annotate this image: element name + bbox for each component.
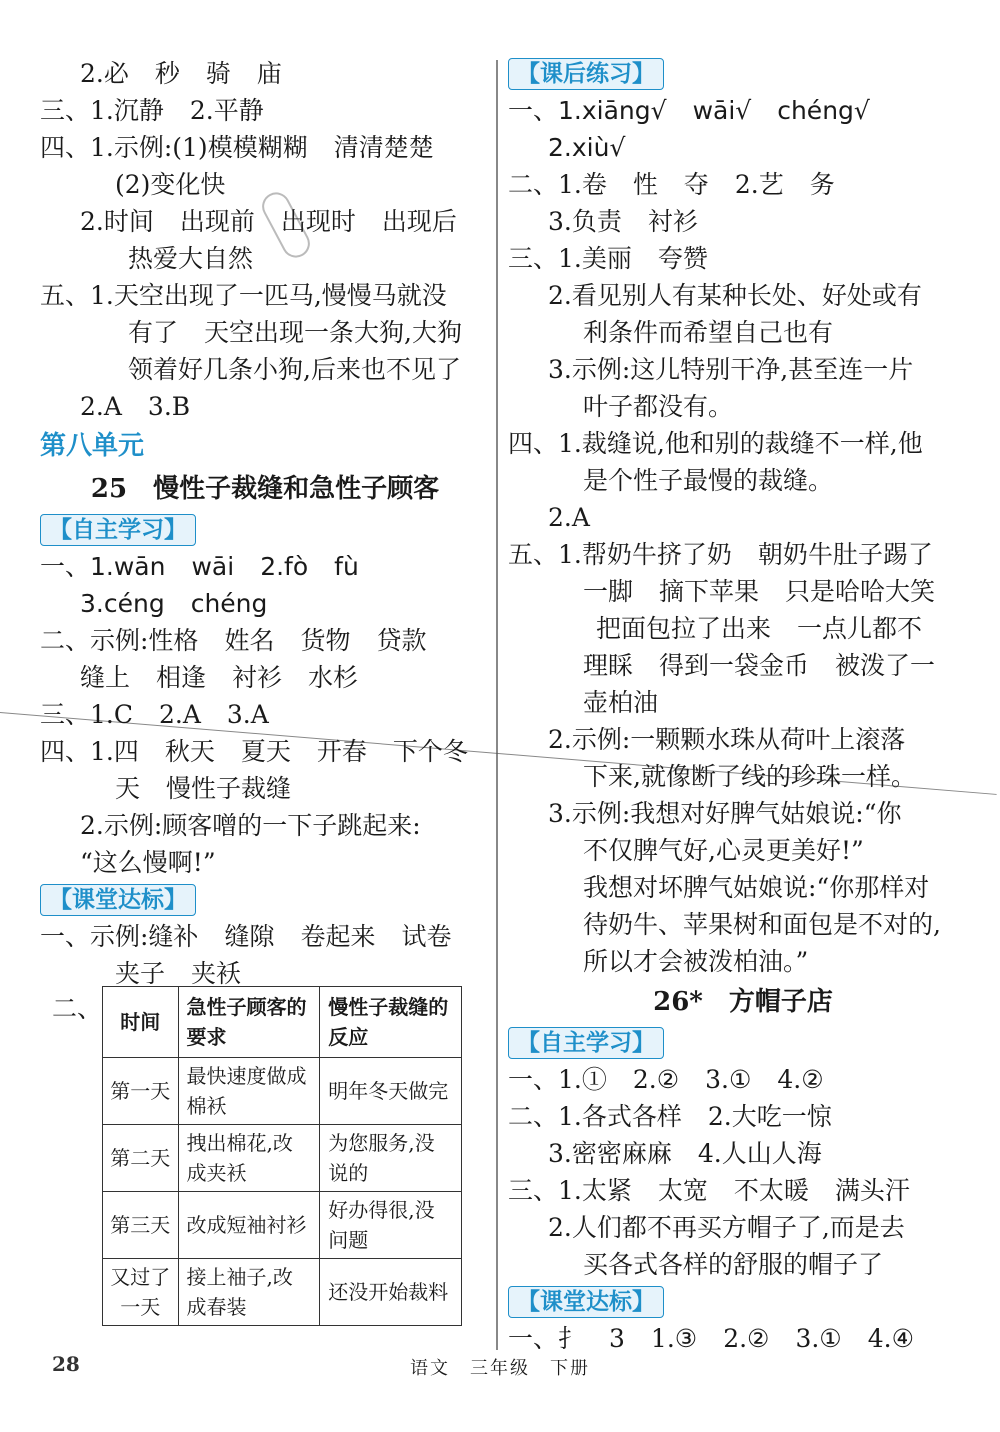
answer-part: 四、1.四: [40, 737, 139, 766]
answer-part: 夸赞: [657, 244, 708, 273]
answer-line: [508, 684, 978, 721]
answer-part: 姓名: [224, 626, 275, 655]
answer-line: [40, 548, 490, 585]
answer-line: [508, 166, 978, 203]
answer-part: 3.A: [226, 700, 269, 729]
answer-part: 4.②: [777, 1065, 824, 1094]
table-cell: 又过了一天: [103, 1259, 179, 1326]
answer-line: [40, 351, 490, 388]
answer-part: 待奶牛、苹果树和面包是不对的,: [583, 910, 941, 939]
answer-part: 2.②: [723, 1324, 770, 1353]
answer-part: 利条件而希望自己也有: [583, 318, 834, 347]
answer-part: chéng: [190, 589, 268, 618]
answer-part: 2.看见别人有某种长处、好处或有: [548, 281, 922, 310]
answer-part: 被泼了一: [835, 651, 936, 680]
answer-part: 4.人山人海: [697, 1139, 822, 1168]
answer-part: 只是哈哈大笑: [785, 577, 936, 606]
answer-part: 三、1.美丽: [508, 244, 632, 273]
answer-part: 我想对坏脾气姑娘说:“你那样对: [583, 873, 930, 902]
answer-part: 2.人们都不再买方帽子了,而是去: [548, 1213, 905, 1242]
answer-part: 2.xiù√: [548, 133, 626, 162]
answer-line: [40, 659, 490, 696]
answer-part: 有了: [128, 318, 179, 347]
table-cell: 最快速度做成棉袄: [178, 1058, 320, 1125]
answer-part: 2.A: [80, 392, 122, 421]
table-header-row: [103, 987, 462, 1058]
table-row: [103, 1125, 462, 1192]
lesson-title-26: 26* 方帽子店: [653, 987, 833, 1017]
answer-part: 试卷: [401, 922, 452, 951]
answer-part: 壶柏油: [583, 688, 659, 717]
answer-part: 卷起来: [300, 922, 376, 951]
answer-part: 出现后: [381, 207, 457, 236]
answer-line: [508, 869, 978, 906]
left-column: [40, 55, 490, 992]
answer-line: [508, 573, 978, 610]
answer-part: 2.必: [80, 59, 129, 88]
answer-part: 务: [809, 170, 835, 199]
answer-part: 3.负责: [548, 207, 622, 236]
answer-part: 领着好几条小狗,后来也不见了: [128, 355, 461, 384]
table-cell: 明年冬天做完: [320, 1058, 462, 1125]
answer-part: 天: [115, 774, 141, 803]
answer-line: [508, 1172, 978, 1209]
left-ketang-answers: [40, 918, 490, 992]
answer-part: 清清楚楚: [333, 133, 434, 162]
answer-part: 夹子: [115, 959, 166, 988]
answer-part: 3.céng: [80, 589, 165, 618]
answer-part: 满头汗: [834, 1176, 910, 1205]
answer-part: 三、1.C: [40, 700, 133, 729]
answer-part: 五、1.帮奶牛挤了奶: [508, 540, 732, 569]
answer-part: 一、1.①: [508, 1065, 607, 1094]
answer-part: 一、扌: [508, 1324, 584, 1353]
table-cell: 第二天: [103, 1125, 179, 1192]
answer-part: 二、1.各式各样: [508, 1102, 682, 1131]
answer-line: [508, 943, 978, 980]
answer-part: 秒: [154, 59, 180, 88]
answer-line: [508, 610, 978, 647]
answer-part: 三、1.太紧: [508, 1176, 632, 1205]
answer-part: 朝奶牛肚子踢了: [757, 540, 933, 569]
answer-part: 2.fò: [260, 552, 309, 581]
table-header-cell: 急性子顾客的要求: [178, 987, 320, 1058]
answer-part: 不仅脾气好,心灵更美好!”: [583, 836, 864, 865]
answer-line: [508, 240, 978, 277]
answer-line: [508, 832, 978, 869]
answer-line: [40, 918, 490, 955]
answer-line: [40, 203, 490, 240]
answer-part: 夺: [683, 170, 709, 199]
answer-line: [508, 388, 978, 425]
answer-line: [508, 758, 978, 795]
answer-part: 一、1.wān: [40, 552, 166, 581]
section-tag-zizhu-26: 【自主学习】: [508, 1027, 664, 1059]
answer-part: 一脚: [583, 577, 634, 606]
answer-part: 一、示例:缝补: [40, 922, 199, 951]
answer-part: 夹袄: [191, 959, 242, 988]
answer-line: [508, 1209, 978, 1246]
answer-part: 开春: [316, 737, 367, 766]
right-ketang-answers: [508, 1320, 978, 1357]
answer-part: 2.②: [632, 1065, 680, 1094]
left-top-answers: [40, 55, 490, 425]
table-row: [103, 1058, 462, 1125]
answer-line: [40, 733, 490, 770]
answer-part: 热爱大自然: [128, 244, 254, 273]
section-tag-kehou: 【课后练习】: [508, 58, 664, 90]
answer-part: 四、1.示例:(1)模模糊糊: [40, 133, 308, 162]
answer-part: 4.④: [867, 1324, 914, 1353]
table-row: [103, 1192, 462, 1259]
answer-line: [508, 1135, 978, 1172]
page-number: 28: [52, 1352, 80, 1376]
answer-part: 2.示例:顾客噌的一下子跳起来:: [80, 811, 421, 840]
answer-part: 2.大吃一惊: [707, 1102, 832, 1131]
table-cell: 第一天: [103, 1058, 179, 1125]
table-header-cell: 时间: [103, 987, 179, 1058]
answer-line: [40, 696, 490, 733]
answer-line: [508, 425, 978, 462]
answer-part: 五、1.天空出现了一匹马,慢慢马就没: [40, 281, 447, 310]
answer-part: 2.A: [158, 700, 201, 729]
answer-part: 出现时: [280, 207, 356, 236]
answer-part: 性: [632, 170, 658, 199]
table-cell: 第三天: [103, 1192, 179, 1259]
section-tag-ketang: 【课堂达标】: [40, 884, 196, 916]
answer-part: 叶子都没有。: [583, 392, 734, 421]
answer-line: [508, 314, 978, 351]
table-cell: 拽出棉花,改成夹袄: [178, 1125, 320, 1192]
answer-line: [508, 1098, 978, 1135]
answer-part: 夏天: [240, 737, 291, 766]
right-kehou-answers: [508, 92, 978, 980]
answer-line: [508, 462, 978, 499]
answer-part: 得到一袋金币: [659, 651, 810, 680]
answer-line: [508, 277, 978, 314]
answer-part: 出现前: [179, 207, 255, 236]
answer-line: [508, 499, 978, 536]
answer-line: [40, 844, 490, 881]
answer-part: 天空出现一条大狗,大狗: [204, 318, 462, 347]
answer-line: [508, 1061, 978, 1098]
answer-part: 2.示例:一颗颗水珠从荷叶上滚落: [548, 725, 906, 754]
unit-heading: 第八单元: [40, 431, 145, 461]
right-column: [508, 55, 978, 1357]
answer-part: 买各式各样的舒服的帽子了: [583, 1250, 884, 1279]
answer-part: 3.B: [147, 392, 191, 421]
answer-part: 骑: [205, 59, 231, 88]
answer-part: 贷款: [376, 626, 427, 655]
answer-part: fù: [334, 552, 359, 581]
answer-part: 水杉: [308, 663, 359, 692]
answer-part: 衬衫: [232, 663, 283, 692]
table-question-label: 二、: [52, 994, 103, 1023]
answer-part: 3: [609, 1324, 625, 1353]
table-cell: 好办得很,没问题: [320, 1192, 462, 1259]
table-cell: 改成短袖衬衫: [178, 1192, 320, 1259]
answer-line: [40, 622, 490, 659]
answer-part: 太宽: [657, 1176, 708, 1205]
answer-line: [40, 388, 490, 425]
answer-line: [40, 55, 490, 92]
answer-part: 慢性子裁缝: [166, 774, 292, 803]
answer-part: 把面包拉了出来: [596, 614, 772, 643]
answer-part: 3.①: [705, 1065, 752, 1094]
answer-part: 一、1.xiāng√: [508, 96, 667, 125]
answer-part: 所以才会被泼柏油。”: [583, 947, 809, 976]
answer-part: 摘下苹果: [659, 577, 760, 606]
answer-part: 衬衫: [647, 207, 698, 236]
answer-line: [508, 1320, 978, 1357]
answer-line: [508, 721, 978, 758]
answer-line: [508, 129, 978, 166]
table-header-cell: 慢性子裁缝的反应: [320, 987, 462, 1058]
answer-line: [40, 807, 490, 844]
answer-line: [508, 203, 978, 240]
answer-part: 秋天: [164, 737, 215, 766]
answer-part: 三、1.沉静: [40, 96, 164, 125]
answer-line: [508, 536, 978, 573]
right-zizhu-answers: [508, 1061, 978, 1283]
footer-subject: 语文 三年级 下册: [410, 1358, 590, 1379]
answer-part: 缝上: [80, 663, 131, 692]
answer-line: [40, 770, 490, 807]
answer-line: [40, 585, 490, 622]
answer-line: [508, 92, 978, 129]
answer-part: wāi: [191, 552, 235, 581]
answer-table: [102, 986, 462, 1326]
answer-part: 3.①: [795, 1324, 842, 1353]
table-cell: 还没开始裁料: [320, 1259, 462, 1326]
answer-part: “这么慢啊!”: [80, 848, 216, 877]
answer-line: [40, 277, 490, 314]
table-cell: 为您服务,没说的: [320, 1125, 462, 1192]
column-divider: [496, 60, 498, 1350]
answer-part: 不太暖: [733, 1176, 809, 1205]
answer-line: [40, 166, 490, 203]
answer-line: [508, 1246, 978, 1283]
table-row: [103, 1259, 462, 1326]
answer-part: 一点儿都不: [797, 614, 923, 643]
answer-part: 四、1.裁缝说,他和别的裁缝不一样,他: [508, 429, 923, 458]
answer-part: 下个冬: [392, 737, 468, 766]
answer-line: [508, 795, 978, 832]
answer-part: 二、示例:性格: [40, 626, 199, 655]
answer-part: 相逢: [156, 663, 207, 692]
answer-part: 2.时间: [80, 207, 154, 236]
answer-part: chéng√: [777, 96, 870, 125]
section-tag-ketang-26: 【课堂达标】: [508, 1286, 664, 1318]
answer-part: 货物: [300, 626, 351, 655]
answer-part: 2.平静: [189, 96, 264, 125]
answer-part: wāi√: [692, 96, 752, 125]
answer-line: [40, 92, 490, 129]
answer-part: 1.③: [650, 1324, 698, 1353]
answer-part: 3.示例:我想对好脾气姑娘说:“你: [548, 799, 902, 828]
answer-line: [40, 129, 490, 166]
answer-part: 2.艺: [734, 170, 784, 199]
answer-part: (2)变化快: [115, 170, 226, 199]
table-cell: 接上袖子,改成春装: [178, 1259, 320, 1326]
answer-part: 2.A: [548, 503, 590, 532]
answer-part: 下来,就像断了线的珍珠一样。: [583, 762, 916, 791]
answer-part: 二、1.卷: [508, 170, 607, 199]
answer-part: 3.密密麻麻: [548, 1139, 672, 1168]
answer-part: 缝隙: [224, 922, 275, 951]
answer-part: 3.示例:这儿特别干净,甚至连一片: [548, 355, 914, 384]
answer-part: 庙: [256, 59, 282, 88]
answer-line: [508, 351, 978, 388]
answer-line: [508, 647, 978, 684]
answer-part: 理睬: [583, 651, 634, 680]
answer-line: [40, 240, 490, 277]
answer-part: 是个性子最慢的裁缝。: [583, 466, 834, 495]
lesson-title-25: 25 慢性子裁缝和急性子顾客: [90, 474, 440, 504]
answer-line: [508, 906, 978, 943]
left-zizhu-answers: [40, 548, 490, 881]
answer-line: [40, 314, 490, 351]
section-tag-zizhu: 【自主学习】: [40, 514, 196, 546]
